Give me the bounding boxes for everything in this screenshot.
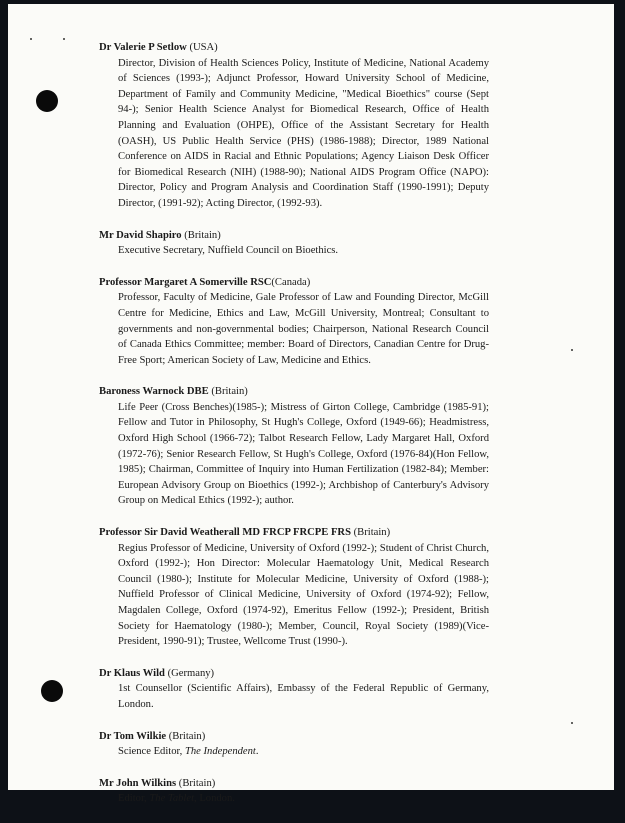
- entry-wilkins: [99, 776, 489, 807]
- entry-heading: [99, 666, 489, 682]
- scan-speck: [571, 349, 573, 351]
- person-name: Dr Tom Wilkie: [99, 730, 167, 742]
- entry-warnock: [99, 384, 489, 509]
- person-country: (Canada): [271, 276, 311, 288]
- bio-text: Science Editor,: [118, 746, 183, 758]
- entry-heading: [99, 40, 489, 56]
- entry-wilkie: [99, 729, 489, 760]
- member-list: [99, 40, 489, 823]
- person-bio: [118, 791, 489, 807]
- person-name: Dr Klaus Wild: [99, 667, 165, 679]
- scan-speck: [30, 38, 32, 40]
- scan-speck: [63, 38, 65, 40]
- person-country: (USA): [189, 42, 218, 53]
- bio-text: Editor,: [118, 793, 147, 805]
- bio-text: .: [255, 746, 259, 758]
- person-name: Baroness Warnock DBE: [99, 386, 209, 398]
- person-country: (Britain): [168, 730, 206, 742]
- person-country: (Britain): [353, 527, 391, 539]
- person-bio: Life Peer (Cross Benches)(1985-); Mistress of Girton College, Cambridge (1985-91); Fellow and Tutor in Philosophy, St Hugh's College, Oxford (1949-66); Headmistress, Oxford High School (1966-72); Talbot Research Fellow, Lady Margaret Hall, Oxford (1972-76); Senior Research Fellow, St Hugh's College, Oxford (1976-84)(Hon Fellow, 1985); Chairman, Committee of Inquiry into Human Fertilization (1982-84); Member: European Advisory Group on Bioethics (1992-); Archbishop of Canterbury's Advisory Group on Medical Ethics (1992-); author.: [118, 401, 489, 507]
- entry-heading: [99, 275, 489, 291]
- person-bio: Regius Professor of Medicine, University of Oxford (1992-); Student of Christ Church, Oxford (1992-); Hon Director: Molecular Haematology Unit, Medical Research Council (1980-); Institute for Molecular Medicine, University of Oxford (1988-); Nuffield Professor of Clinical Medicine, University of Oxford (1974-92); Fellow, Magdalen College, Oxford (1974-92), Emeritus Fellow (1992-); President, British Society for Haematology (1980-); Member, Council, Royal Society (1989)(Vice-President, 1990-91); Trustee, Wellcome Trust (1990-).: [118, 542, 489, 648]
- entry-heading: [99, 729, 489, 745]
- person-country: (Britain): [178, 777, 216, 789]
- entry-weatherall: [99, 525, 489, 650]
- person-country: (Britain): [211, 386, 248, 398]
- entry-heading: [99, 228, 489, 244]
- scan-speck: [571, 722, 573, 724]
- entry-setlow: [99, 40, 489, 212]
- person-bio: [118, 744, 489, 760]
- entry-heading: [99, 384, 489, 400]
- entry-somerville: [99, 275, 489, 369]
- entry-shapiro: [99, 228, 489, 259]
- person-name: Professor Sir David Weatherall MD FRCP FRCPE FRS: [99, 527, 351, 539]
- person-bio: 1st Counsellor (Scientific Affairs), Embassy of the Federal Republic of Germany, London.: [118, 683, 489, 710]
- person-name: Mr David Shapiro: [99, 229, 182, 241]
- person-name: Professor Margaret A Somerville RSC: [99, 276, 272, 288]
- person-bio: Professor, Faculty of Medicine, Gale Professor of Law and Founding Director, McGill Centre for Medicine, Ethics and Law, McGill University, Montreal; Consultant to governments and non-governmental bodies; Chairperson, National Research Council of Canada Ethics Committee; member: Board of Directors, Canadian Centre for Drug-Free Sport; American Society of Law, Medicine and Ethics.: [118, 292, 489, 366]
- bio-text: , London.: [194, 793, 235, 805]
- entry-heading: [99, 525, 489, 541]
- document-page: [8, 4, 614, 805]
- punch-hole-top: [36, 90, 58, 112]
- entry-heading: [99, 776, 489, 792]
- person-name: Dr Valerie P Setlow: [99, 42, 187, 53]
- person-country: (Germany): [167, 667, 215, 679]
- person-bio: Executive Secretary, Nuffield Council on Bioethics.: [118, 245, 339, 257]
- punch-hole-bottom: [41, 680, 63, 702]
- person-name: Mr John Wilkins: [99, 777, 177, 789]
- publication-title: The Tablet: [149, 793, 195, 805]
- person-country: (Britain): [184, 229, 221, 241]
- publication-title: The Independent: [184, 746, 256, 758]
- person-bio: Director, Division of Health Sciences Policy, Institute of Medicine, National Academy of Sciences (1993-); Adjunct Professor, Howard University School of Medicine, Department of Family and Community Medicine, "Medical Bioethics" course (Sept 94-); Senior Health Science Analyst for Biomedical Research, Office of Health Planning and Evaluation (OHPE), Office of the Assistant Secretary for Health (OASH), US Public Health Service (PHS) (1986-1988); Director, 1989 National Conference on AIDS in Racial and Ethnic Populations; Agency Liaison Desk Officer for Biomedical Research (NIH) (1988-90); National AIDS Program Office (NAPO): Director, Policy and Program Analysis and Coordination Staff (1990-1991); Deputy Director, (1991-92); Acting Director, (1992-93).: [118, 57, 489, 209]
- entry-wild: [99, 666, 489, 713]
